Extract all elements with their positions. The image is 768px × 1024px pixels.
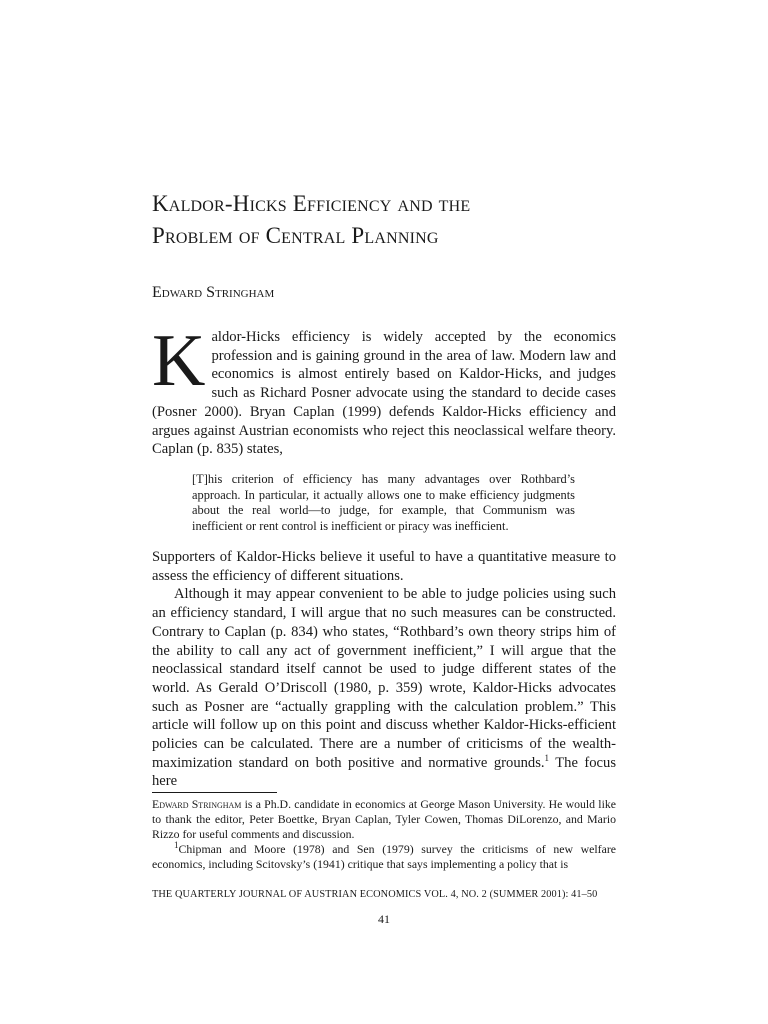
block-quote: [T]his criterion of efficiency has many advantages over Rothbard’s approach. In particular, it actually allows one to make efficiency judgments about the real world—to judge, for example, that Communism was inefficient or rent control is inefficient or piracy was inefficient.	[192, 472, 575, 533]
footnote-ref-1[interactable]: 1	[544, 752, 550, 763]
author-footnote	[152, 797, 616, 842]
author-footnote-name: Edward Stringham	[152, 797, 242, 811]
article-title-line-1: Kaldor-Hicks Efficiency and the	[152, 191, 471, 216]
footnotes	[152, 797, 616, 872]
article-page	[152, 0, 616, 1024]
page-number: 41	[378, 912, 390, 926]
body-paragraph-3	[152, 585, 616, 791]
drop-cap: K	[152, 320, 206, 402]
main-body	[152, 548, 616, 791]
intro-paragraph	[152, 320, 616, 459]
author-footnote-text: is a Ph.D. candidate in economics at George Mason University. He would like to thank the editor, Peter Boettke, Bryan Caplan, Tyler Cowen, Thomas DiLorenzo, and Mario Rizzo for useful comments and discussion.	[152, 797, 616, 841]
body-paragraph-2: Supporters of Kaldor-Hicks believe it useful to have a quantitative measure to assess the efficiency of different situations.	[152, 549, 616, 584]
article-author: Edward Stringham	[152, 284, 275, 301]
body-paragraph-3-tail: The focus here	[152, 754, 616, 790]
footnote-divider	[152, 792, 277, 793]
article-title	[152, 188, 616, 252]
footnote-1	[152, 842, 616, 872]
footnote-1-mark: 1	[174, 840, 179, 851]
footnote-1-text: Chipman and Moore (1978) and Sen (1979) survey the criticisms of new welfare economics, including Scitovsky’s (1941) critique that says implementing a policy that is	[152, 842, 616, 871]
body-paragraph-3-text: Although it may appear convenient to be able to judge policies using such an efficiency standard, I will argue that no such measures can be constructed. Contrary to Caplan (p. 834) who states, “Rothbard’s own theory strips him of the ability to call any act of government inefficient,” I will argue that the neoclassical standard itself cannot be used to judge different states of the world. As Gerald O’Driscoll (1980, p. 359) wrote, Kaldor-Hicks advocates such as Posner are “actually grappling with the calculation problem.” This article will follow up on this point and discuss whether Kaldor-Hicks-efficient policies can be calculated. There are a number of criticisms of the wealth-maximization standard on both positive and normative grounds.	[152, 586, 616, 771]
intro-paragraph-text: aldor-Hicks efficiency is widely accepted by the economics profession and is gaining ground in the area of law. Modern law and economics is almost entirely based on Kaldor-Hicks, and judges such as Richard Posner advocate using the standard to decide cases (Posner 2000). Bryan Caplan (1999) defends Kaldor-Hicks efficiency and argues against Austrian economists who reject this neoclassical welfare theory. Caplan (p. 835) states,	[152, 329, 616, 458]
journal-citation: THE QUARTERLY JOURNAL OF AUSTRIAN ECONOMICS VOL. 4, NO. 2 (SUMMER 2001): 41–50	[152, 889, 598, 900]
article-title-line-2: Problem of Central Planning	[152, 223, 439, 248]
